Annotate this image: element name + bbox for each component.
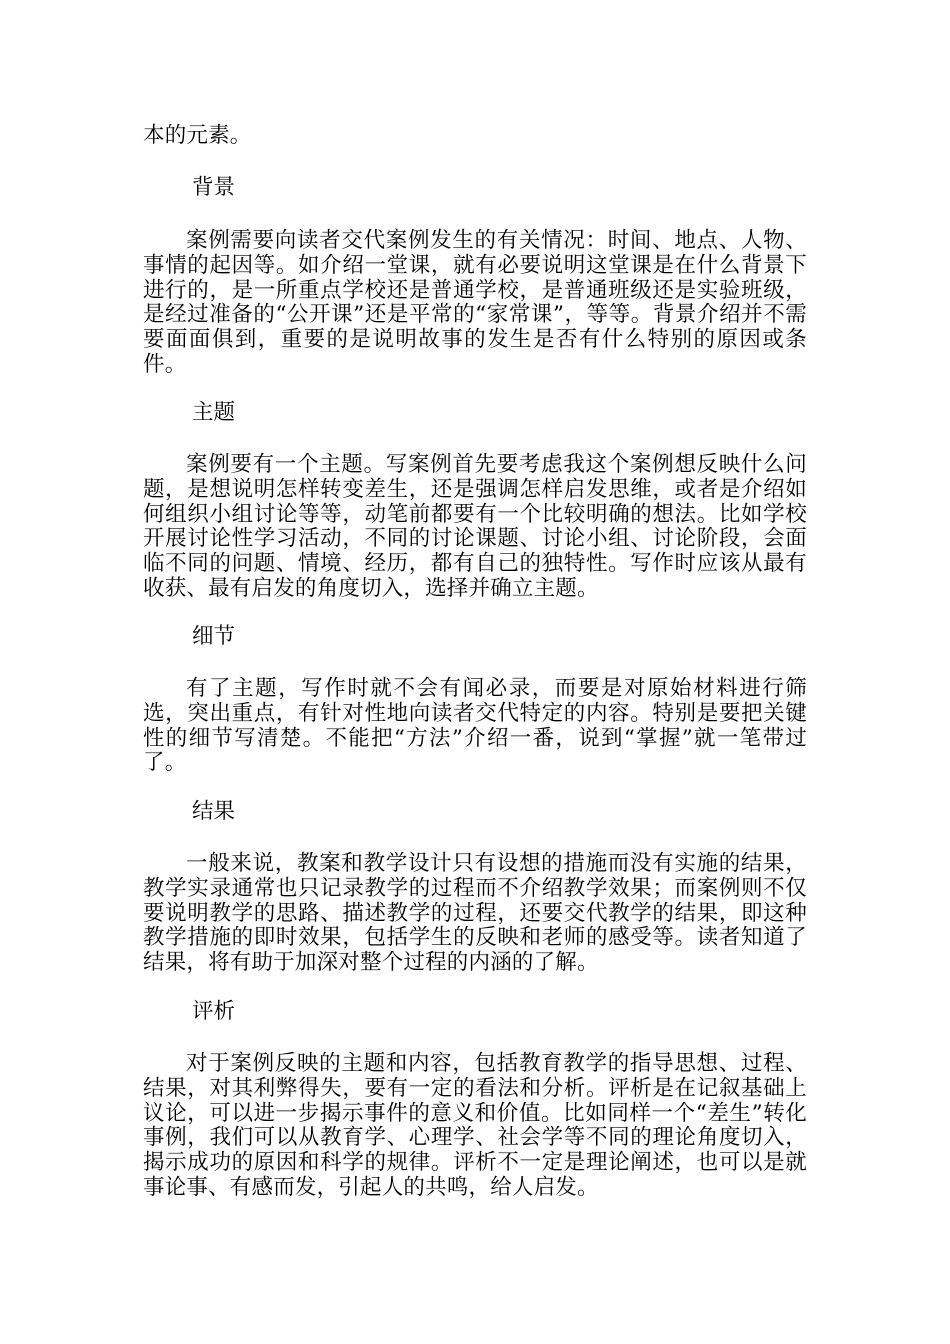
section-heading-result: 结果 (192, 799, 236, 824)
section-body-analysis: 对于案例反映的主题和内容，包括教育教学的指导思想、过程、结果，对其利弊得失，要有一定的看法和分析。评析是在记叙基础上议论，可以进一步揭示事件的意义和价值。比如同样一个“差生”转化事例，我们可以从教育学、心理学、社会学等不同的理论角度切入，揭示成功的原因和科学的规律。评析不一定是理论阐述，也可以是就事论事、有感而发，引起人的共鸣，给人启发。 (143, 1051, 807, 1200)
section-body-background: 案例需要向读者交代案例发生的有关情况：时间、地点、人物、事情的起因等。如介绍一堂课，就有必要说明这堂课是在什么背景下进行的，是一所重点学校还是普通学校，是普通班级还是实验班级，是经过准备的“公开课”还是平常的“家常课”，等等。背景介绍并不需要面面俱到，重要的是说明故事的发生是否有什么特别的原因或条件。 (143, 228, 807, 377)
section-heading-analysis: 评析 (192, 999, 236, 1024)
section-body-details: 有了主题，写作时就不会有闻必录，而要是对原始材料进行筛选，突出重点，有针对性地向读者交代特定的内容。特别是要把关键性的细节写清楚。不能把“方法”介绍一番，说到“掌握”就一笔带过了。 (143, 676, 807, 776)
section-heading-background: 背景 (192, 175, 236, 200)
section-body-result: 一般来说，教案和教学设计只有设想的措施而没有实施的结果，教学实录通常也只记录教学的过程而不介绍教学效果；而案例则不仅要说明教学的思路、描述教学的过程，还要交代教学的结果，即这种教学措施的即时效果，包括学生的反映和老师的感受等。读者知道了结果，将有助于加深对整个过程的内涵的了解。 (143, 851, 807, 976)
section-heading-theme: 主题 (192, 400, 236, 425)
section-heading-details: 细节 (192, 624, 236, 649)
continuation-text: 本的元素。 (143, 123, 252, 148)
section-body-theme: 案例要有一个主题。写案例首先要考虑我这个案例想反映什么问题，是想说明怎样转变差生，还是强调怎样启发思维，或者是介绍如何组织小组讨论等等，动笔前都要有一个比较明确的想法。比如学校开展讨论性学习活动，不同的讨论课题、讨论小组、讨论阶段，会面临不同的问题、情境、经历，都有自己的独特性。写作时应该从最有收获、最有启发的角度切入，选择并确立主题。 (143, 452, 807, 601)
